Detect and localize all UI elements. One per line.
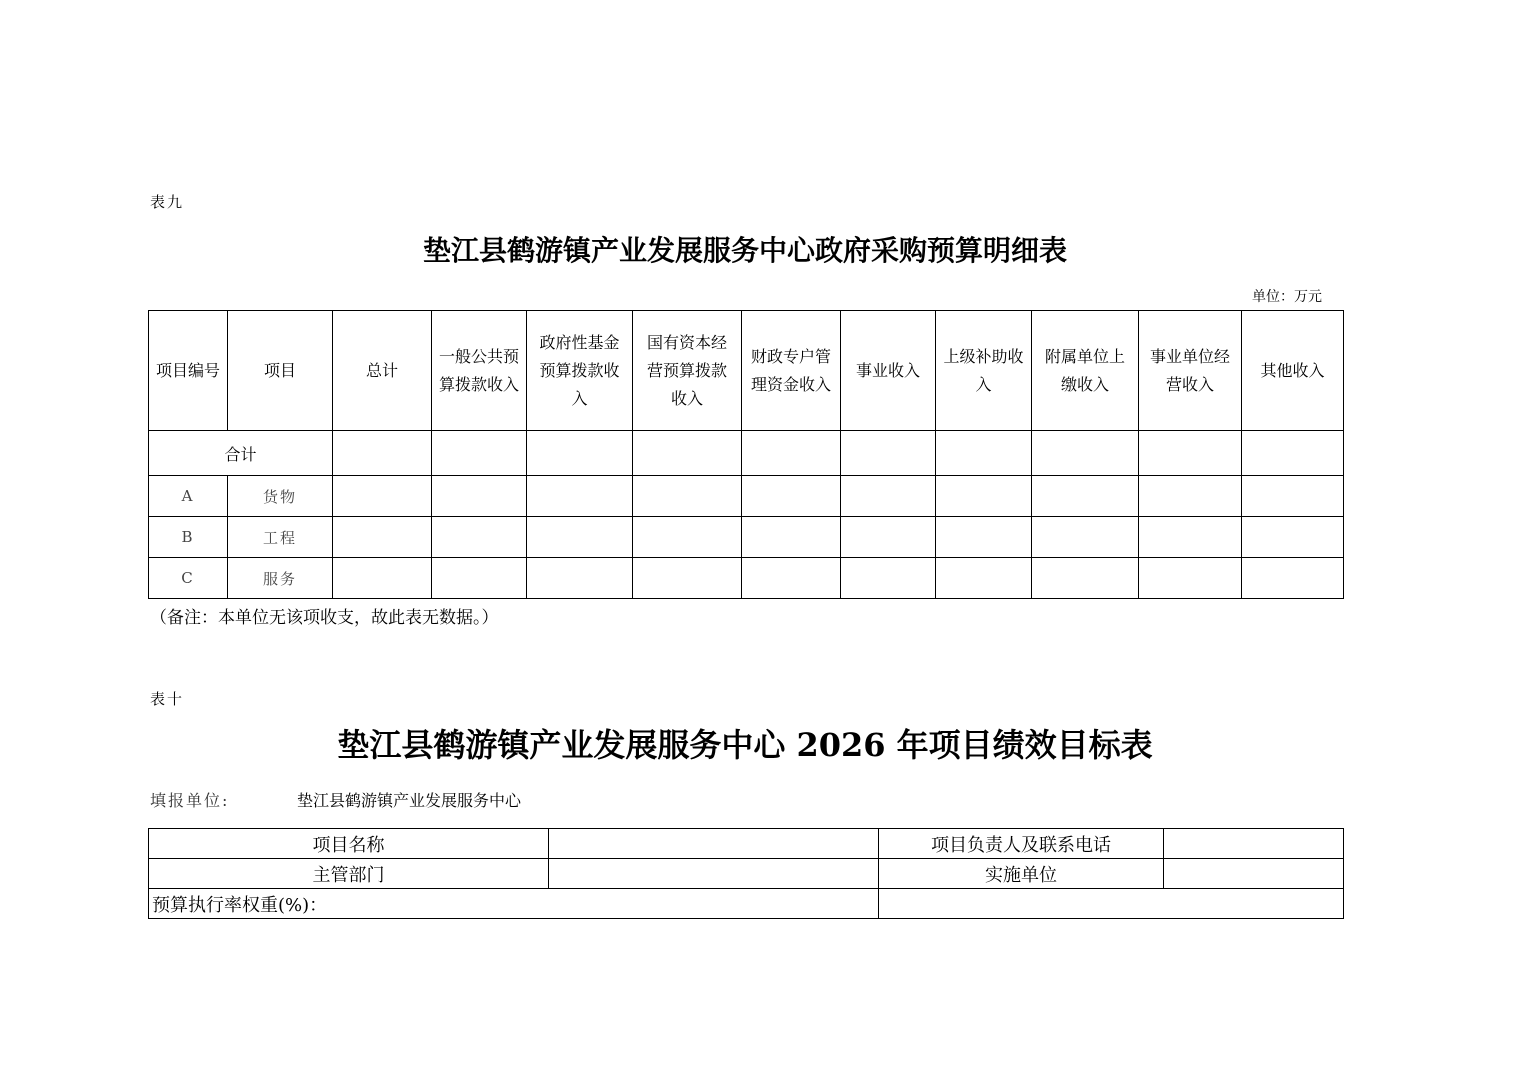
column-header-line: 一般公共预 bbox=[438, 346, 519, 366]
column-header bbox=[841, 311, 936, 431]
column-header-line: 总计 bbox=[365, 360, 398, 380]
unit-label: 单位：万元 bbox=[1252, 289, 1322, 305]
table-row bbox=[149, 476, 1344, 517]
table-ten-label: 表十 bbox=[150, 690, 185, 708]
table-cell bbox=[1139, 476, 1242, 517]
column-header-line: 营预算拨款 bbox=[646, 360, 727, 380]
table-cell bbox=[742, 476, 841, 517]
table-cell bbox=[633, 476, 742, 517]
table-nine-title: 垫江县鹤游镇产业发展服务中心政府采购预算明细表 bbox=[422, 234, 1067, 267]
impl-label: 实施单位 bbox=[879, 859, 1164, 889]
table-cell bbox=[527, 431, 633, 476]
table-cell bbox=[432, 431, 527, 476]
table-cell bbox=[633, 517, 742, 558]
table-cell bbox=[1032, 517, 1139, 558]
table-cell bbox=[1242, 476, 1344, 517]
table-cell bbox=[633, 431, 742, 476]
table-row bbox=[149, 859, 1344, 889]
table-cell bbox=[1139, 558, 1242, 599]
table-cell bbox=[527, 517, 633, 558]
responsible-label: 项目负责人及联系电话 bbox=[879, 829, 1164, 859]
table-cell bbox=[1139, 517, 1242, 558]
table-cell bbox=[527, 476, 633, 517]
column-header bbox=[333, 311, 432, 431]
column-header bbox=[1139, 311, 1242, 431]
table-cell bbox=[1242, 431, 1344, 476]
table-cell bbox=[1032, 431, 1139, 476]
total-label: 合计 bbox=[149, 431, 333, 476]
table-nine-label: 表九 bbox=[150, 193, 185, 211]
row-name: 货物 bbox=[228, 476, 333, 517]
table-header-row bbox=[149, 311, 1344, 431]
table-cell bbox=[742, 558, 841, 599]
table-cell bbox=[841, 476, 936, 517]
responsible-value bbox=[1164, 829, 1344, 859]
impl-value bbox=[1164, 859, 1344, 889]
table-cell bbox=[432, 476, 527, 517]
table-cell bbox=[841, 431, 936, 476]
table-cell bbox=[333, 431, 432, 476]
table-row bbox=[149, 517, 1344, 558]
table-ten-title: 垫江县鹤游镇产业发展服务中心 2026 年项目绩效目标表 bbox=[337, 726, 1153, 764]
column-header bbox=[149, 311, 228, 431]
column-header-line: 项目 bbox=[263, 360, 296, 380]
column-header-line: 国有资本经 bbox=[646, 332, 727, 352]
column-header bbox=[432, 311, 527, 431]
budget-rate-label: 预算执行率权重(%)： bbox=[149, 889, 879, 919]
table-cell bbox=[1032, 558, 1139, 599]
column-header bbox=[936, 311, 1032, 431]
table-cell bbox=[1242, 558, 1344, 599]
table-cell bbox=[1242, 517, 1344, 558]
column-header bbox=[228, 311, 333, 431]
dept-value bbox=[549, 859, 879, 889]
table-row bbox=[149, 829, 1344, 859]
table-cell bbox=[841, 517, 936, 558]
table-cell bbox=[841, 558, 936, 599]
column-header-line: 缴收入 bbox=[1060, 374, 1109, 394]
budget-rate-value bbox=[879, 889, 1344, 919]
table-cell bbox=[742, 431, 841, 476]
row-name: 服务 bbox=[228, 558, 333, 599]
column-header-line: 上级补助收 bbox=[943, 346, 1024, 366]
column-header bbox=[1242, 311, 1344, 431]
procurement-budget-table bbox=[148, 310, 1344, 599]
row-code: A bbox=[149, 476, 228, 517]
table-cell bbox=[333, 517, 432, 558]
table-cell bbox=[432, 558, 527, 599]
project-name-label: 项目名称 bbox=[149, 829, 549, 859]
column-header-line: 算拨款收入 bbox=[438, 374, 519, 394]
table-row bbox=[149, 558, 1344, 599]
column-header-line: 政府性基金 bbox=[539, 332, 620, 352]
row-name: 工程 bbox=[228, 517, 333, 558]
fill-unit-label: 填报单位: bbox=[150, 791, 230, 810]
table-cell bbox=[1139, 431, 1242, 476]
column-header bbox=[633, 311, 742, 431]
table-note: （备注：本单位无该项收支，故此表无数据。） bbox=[150, 608, 499, 628]
column-header-line: 事业收入 bbox=[855, 360, 920, 380]
column-header-line: 营收入 bbox=[1165, 374, 1214, 394]
column-header-line: 入 bbox=[571, 388, 588, 408]
table-cell bbox=[936, 517, 1032, 558]
table-cell bbox=[633, 558, 742, 599]
column-header-line: 预算拨款收 bbox=[539, 360, 620, 380]
fill-unit-value: 垫江县鹤游镇产业发展服务中心 bbox=[297, 791, 522, 810]
project-name-value bbox=[549, 829, 879, 859]
column-header bbox=[742, 311, 841, 431]
table-row bbox=[149, 889, 1344, 919]
column-header-line: 收入 bbox=[670, 388, 703, 408]
column-header bbox=[1032, 311, 1139, 431]
column-header-line: 项目编号 bbox=[155, 360, 220, 380]
column-header bbox=[527, 311, 633, 431]
table-cell bbox=[1032, 476, 1139, 517]
column-header-line: 其他收入 bbox=[1260, 360, 1325, 380]
row-code: C bbox=[149, 558, 228, 599]
table-cell bbox=[742, 517, 841, 558]
table-cell bbox=[936, 476, 1032, 517]
row-code: B bbox=[149, 517, 228, 558]
total-row bbox=[149, 431, 1344, 476]
column-header-line: 事业单位经 bbox=[1149, 346, 1230, 366]
column-header-line: 财政专户管 bbox=[750, 346, 831, 366]
column-header-line: 附属单位上 bbox=[1044, 346, 1125, 366]
dept-label: 主管部门 bbox=[149, 859, 549, 889]
table-cell bbox=[432, 517, 527, 558]
table-cell bbox=[333, 476, 432, 517]
performance-target-table bbox=[148, 828, 1344, 919]
column-header-line: 入 bbox=[975, 374, 992, 394]
table-cell bbox=[333, 558, 432, 599]
table-cell bbox=[527, 558, 633, 599]
table-cell bbox=[936, 558, 1032, 599]
table-cell bbox=[936, 431, 1032, 476]
column-header-line: 理资金收入 bbox=[750, 374, 831, 394]
